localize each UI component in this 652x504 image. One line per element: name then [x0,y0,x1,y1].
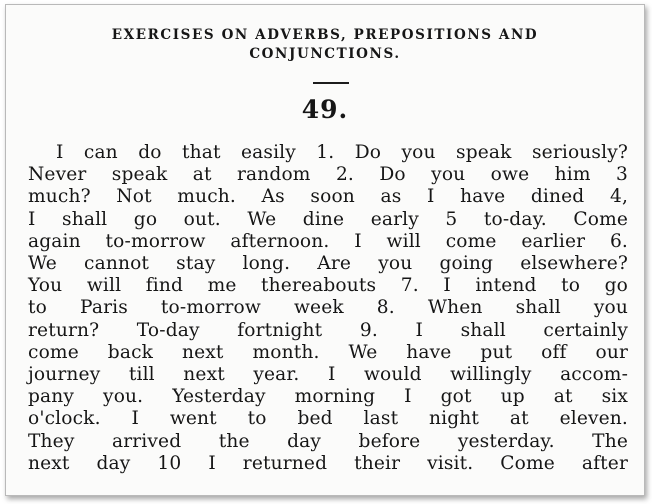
text-line: I shall go out. We dine early 5 to-day. Come [28,208,628,230]
text-line: We cannot stay long. Are you going elsewhere? [28,253,628,275]
text-line: journey till next year. I would willingly accom- [28,364,628,386]
exercise-number: 49. [301,95,349,124]
text-line: I can do that easily 1. Do you speak seriously? [56,142,628,163]
text-line: much? Not much. As soon as I have dined 4, [28,186,628,208]
text-line: o'clock. I went to bed last night at eleven. [28,408,628,430]
text-line: Never speak at random 2. Do you owe him 3 [28,164,628,186]
text-line: return? To-day fortnight 9. I shall certainly [28,319,628,341]
exercise-text [28,142,628,475]
text-line: come back next month. We have put off our [28,341,628,363]
text-line: again to-morrow afternoon. I will come earlier 6. [28,230,628,252]
text-line: pany you. Yesterday morning I got up at six [28,386,628,408]
text-line: They arrived the day before yesterday. The [28,430,628,452]
text-line: to Paris to-morrow week 8. When shall you [28,297,628,319]
text-line: next day 10 I returned their visit. Come after [28,452,628,474]
book-page [5,4,645,496]
text-line: You will find me thereabouts 7. I intend to go [28,275,628,297]
section-heading-line-2: CONJUNCTIONS. [249,46,401,62]
section-heading-line-1: EXERCISES ON ADVERBS, PREPOSITIONS AND [111,27,539,43]
heading-rule [313,82,349,84]
